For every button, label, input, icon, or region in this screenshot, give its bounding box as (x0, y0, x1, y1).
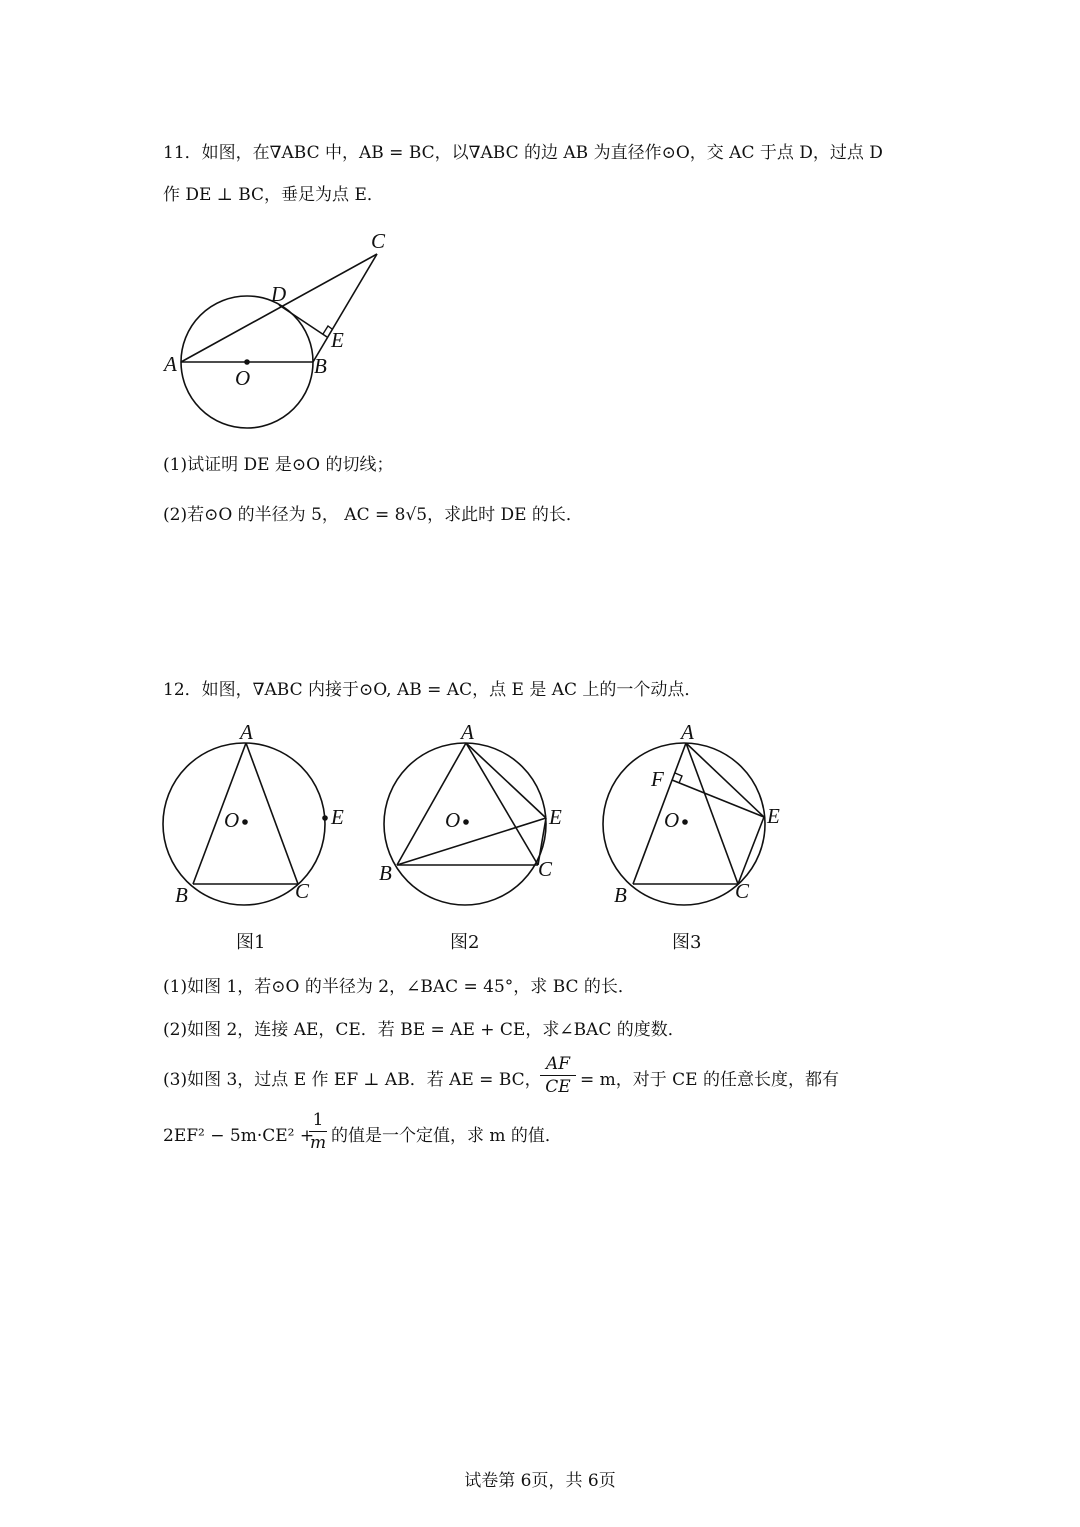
q12-fig3-center-dot (682, 819, 688, 825)
q12-fig2-label-o: O (445, 808, 461, 832)
page-footer: 试卷第 6页，共 6页 (464, 1471, 616, 1491)
q11-label-c: C (371, 229, 386, 253)
q12-fig1-label-o: O (224, 808, 240, 832)
q12-fig1-center-dot (242, 819, 248, 825)
q12-caption-1: 图1 (236, 932, 266, 953)
q12-stem: 12．如图，∇ABC 内接于⊙O, AB = AC，点 E 是 AC 上的一个动点． (163, 680, 702, 700)
fraction-denominator: m (309, 1133, 327, 1153)
fraction-bar (540, 1075, 576, 1076)
fraction-numerator: 1 (312, 1110, 324, 1130)
q12-figure-3 (595, 720, 805, 910)
q12-caption-2: 图2 (450, 932, 480, 953)
q12-fig2-ac (466, 743, 538, 865)
q11-part1: (1)试证明 DE 是⊙O 的切线； (163, 455, 394, 475)
q12-part3-fraction-2 (309, 1110, 327, 1153)
q12-fig2-label-e: E (549, 805, 562, 829)
q12-fig2-label-a: A (461, 720, 474, 744)
q12-fig2-label-b: B (379, 861, 392, 885)
q12-fig1-point-e (322, 815, 328, 821)
q11-stem-line2: 作 DE ⊥ BC，垂足为点 E． (163, 185, 384, 205)
fraction-denominator: CE (545, 1077, 571, 1097)
q11-stem-line1: 11．如图，在∇ABC 中，AB = BC，以∇ABC 的边 AB 为直径作⊙O，交 AC 于点 D，过点 D (163, 143, 883, 163)
q12-fig3-label-e: E (767, 804, 780, 828)
q11-segment-de (279, 305, 327, 337)
q11-center-dot (244, 359, 250, 365)
q12-fig3-ef (672, 780, 764, 817)
q12-fig1-label-e: E (331, 805, 344, 829)
q12-part2: (2)如图 2，连接 AE，CE．若 BE = AE + CE，求∠BAC 的度数． (163, 1020, 685, 1040)
q12-fig3-label-c: C (735, 879, 750, 903)
fraction-numerator: AF (545, 1054, 571, 1074)
q12-part1: (1)如图 1，若⊙O 的半径为 2，∠BAC = 45°，求 BC 的长． (163, 977, 635, 997)
q12-figure-2 (375, 720, 585, 910)
q12-fig1-ac (246, 743, 298, 884)
q12-fig3-ac (686, 743, 738, 884)
q12-caption-3: 图3 (672, 932, 702, 953)
q11-label-d: D (271, 282, 287, 306)
q12-part3-start: (3)如图 3，过点 E 作 EF ⊥ AB．若 AE = BC， (163, 1070, 542, 1090)
q12-fig3-label-a: A (681, 720, 694, 744)
q12-part3-fraction (540, 1054, 576, 1097)
q11-label-o: O (235, 366, 251, 390)
q11-label-a: A (164, 352, 177, 376)
q12-part3-end: = m，对于 CE 的任意长度，都有 (580, 1070, 839, 1090)
fraction-bar (309, 1131, 327, 1132)
q12-fig2-center-dot (463, 819, 469, 825)
q12-fig3-label-b: B (614, 883, 627, 907)
q12-part3-expression: 2EF² − 5m·CE² + (163, 1126, 315, 1146)
q12-fig3-label-o: O (664, 808, 680, 832)
q11-label-e: E (331, 328, 344, 352)
q12-fig1-label-b: B (175, 883, 188, 907)
q11-part2: (2)若⊙O 的半径为 5， AC = 8√5，求此时 DE 的长． (163, 505, 583, 525)
q12-fig3-label-f: F (651, 767, 664, 791)
q11-segment-bc (313, 254, 377, 362)
q12-figure-1 (160, 720, 360, 910)
q11-label-b: B (314, 354, 327, 378)
q11-figure (160, 225, 400, 455)
q12-fig1-label-c: C (295, 879, 310, 903)
q12-fig2-label-c: C (538, 857, 553, 881)
q12-fig1-label-a: A (240, 720, 253, 744)
q12-part3-tail: 的值是一个定值，求 m 的值． (331, 1126, 562, 1146)
